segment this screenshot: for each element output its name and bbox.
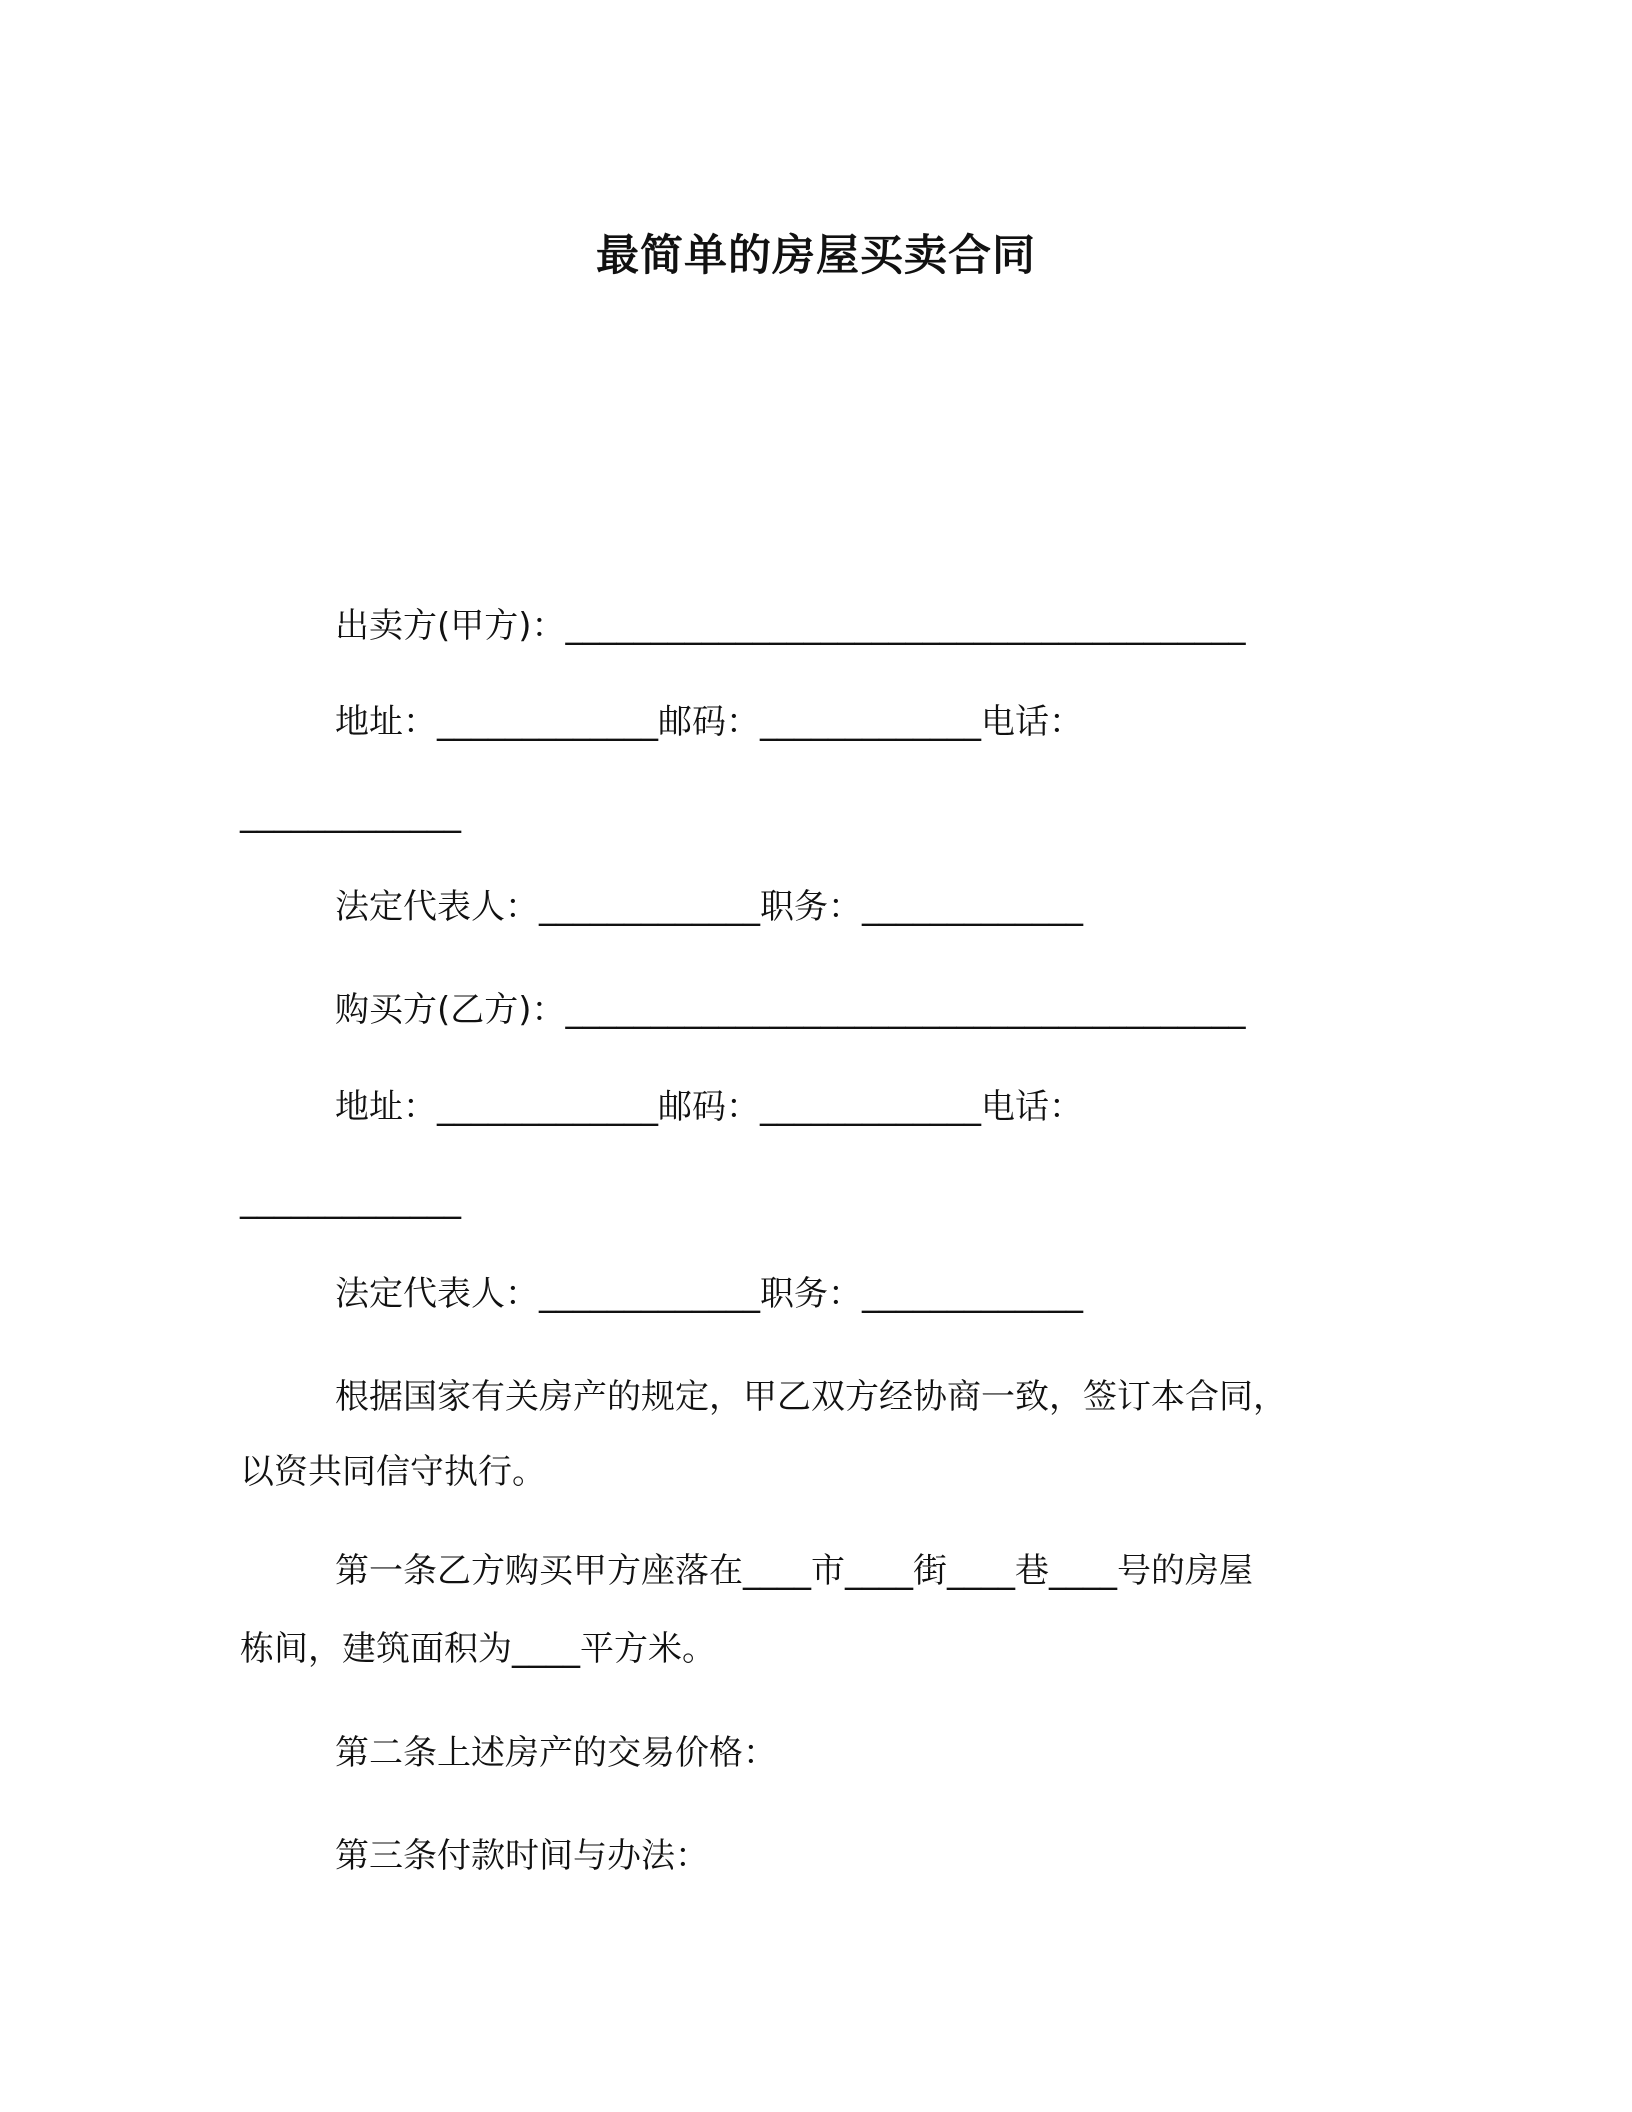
article-3-line: 第三条付款时间与办法： [335, 1836, 709, 1876]
buyer-name-line: 购买方(乙方)：________________________________________ [335, 990, 1246, 1030]
buyer-representative-line: 法定代表人：_____________职务：_____________ [335, 1274, 1083, 1314]
preamble-line-2: 以资共同信守执行。 [240, 1452, 546, 1492]
seller-name-line: 出卖方(甲方)：________________________________________ [335, 606, 1246, 646]
buyer-address-line: 地址：_____________邮码：_____________电话： [335, 1087, 1083, 1127]
preamble-line-1: 根据国家有关房产的规定，甲乙双方经协商一致，签订本合同， [335, 1377, 1287, 1417]
seller-phone-blank: _____________ [240, 794, 461, 834]
article-2-line: 第二条上述房产的交易价格： [335, 1733, 777, 1773]
article-1-line-2: 栋间，建筑面积为____平方米。 [240, 1629, 716, 1669]
document-title: 最简单的房屋买卖合同 [596, 231, 1036, 281]
seller-address-line: 地址：_____________邮码：_____________电话： [335, 702, 1083, 742]
article-1-line-1: 第一条乙方购买甲方座落在____市____街____巷____号的房屋 [335, 1551, 1253, 1591]
seller-representative-line: 法定代表人：_____________职务：_____________ [335, 887, 1083, 927]
buyer-phone-blank: _____________ [240, 1180, 461, 1220]
